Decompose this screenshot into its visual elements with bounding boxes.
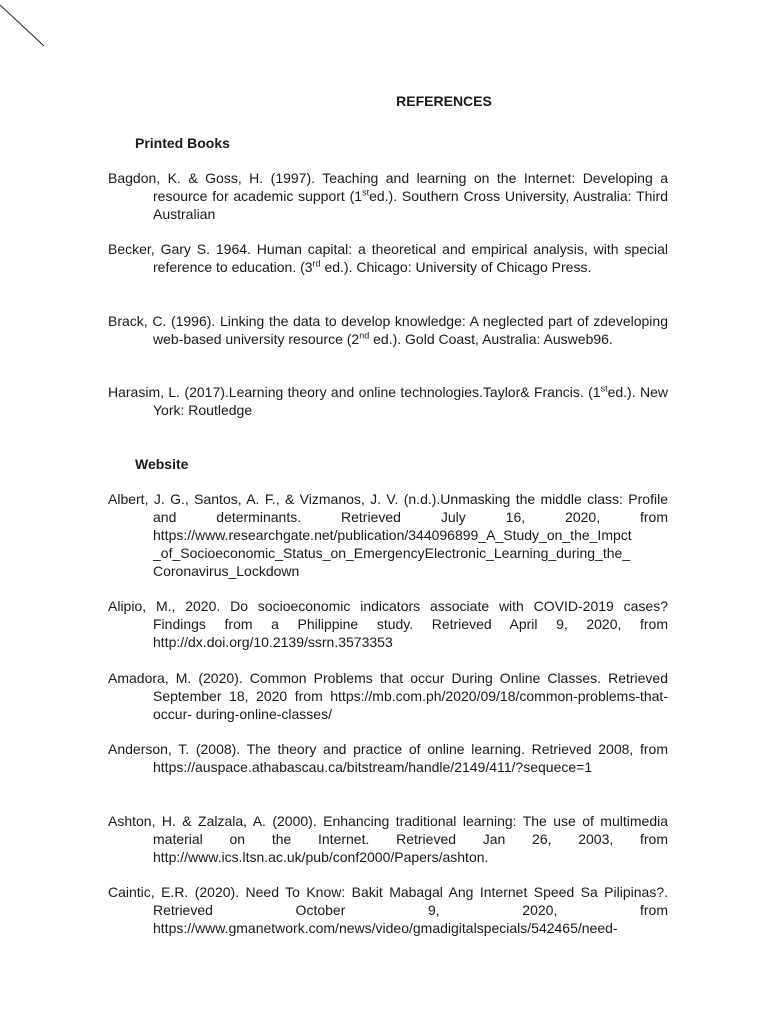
- reference-entry: Anderson, T. (2008). The theory and practice of online learning. Retrieved 2008, from https://auspace.athabascau.ca/bitstream/handle/2149/411/?sequece=1: [108, 741, 668, 775]
- reference-entry: Becker, Gary S. 1964. Human capital: a theoretical and empirical analysis, with special reference to education. (3rd ed.). Chicago: University of Chicago Press.: [108, 241, 668, 275]
- reference-entry: Brack, C. (1996). Linking the data to develop knowledge: A neglected part of zdeveloping web-based university resource (2nd ed.). Gold Coast, Australia: Ausweb96.: [108, 313, 668, 347]
- page-title: REFERENCES: [396, 93, 492, 109]
- reference-entry: Harasim, L. (2017).Learning theory and online technologies.Taylor& Francis. (1sted.). New York: Routledge: [108, 383, 668, 418]
- section-heading-printed-books: Printed Books: [135, 135, 230, 151]
- corner-fold-line: [0, 0, 50, 50]
- reference-entry: Ashton, H. & Zalzala, A. (2000). Enhancing traditional learning: The use of multimedia material on the Internet. Retrieved Jan 26, 2003, from http://www.ics.ltsn.ac.uk/pub/conf2000/Papers/ashton.: [108, 813, 668, 865]
- reference-entry: Caintic, E.R. (2020). Need To Know: Bakit Mabagal Ang Internet Speed Sa Pilipinas?. Retrieved October 9, 2020, from https://www.gmanetwork.com/news/video/gmadigitalspecials/542465/need-: [108, 884, 668, 936]
- section-heading-website: Website: [135, 456, 189, 472]
- reference-entry: Amadora, M. (2020). Common Problems that occur During Online Classes. Retrieved September 18, 2020 from https://mb.com.ph/2020/09/18/common-problems-that-occur- during-online-classes/: [108, 670, 668, 722]
- reference-entry: Alipio, M., 2020. Do socioeconomic indicators associate with COVID-2019 cases? Findings from a Philippine study. Retrieved April 9, 2020, from http://dx.doi.org/10.2139/ssrn.3573353: [108, 598, 668, 650]
- reference-entry: Bagdon, K. & Goss, H. (1997). Teaching and learning on the Internet: Developing a resource for academic support (1sted.). Southern Cross University, Australia: Third Australian: [108, 170, 668, 222]
- reference-entry: Albert, J. G., Santos, A. F., & Vizmanos, J. V. (n.d.).Unmasking the middle class: Profile and determinants. Retrieved July 16, 2020, from https://www.researchgate.net/publication/344096899_A_Study_on_the_Impct _of_Socioeconomic_Status_on_EmergencyElectronic_Learning_during_the_ Coronavirus_Lockdown: [108, 491, 668, 579]
